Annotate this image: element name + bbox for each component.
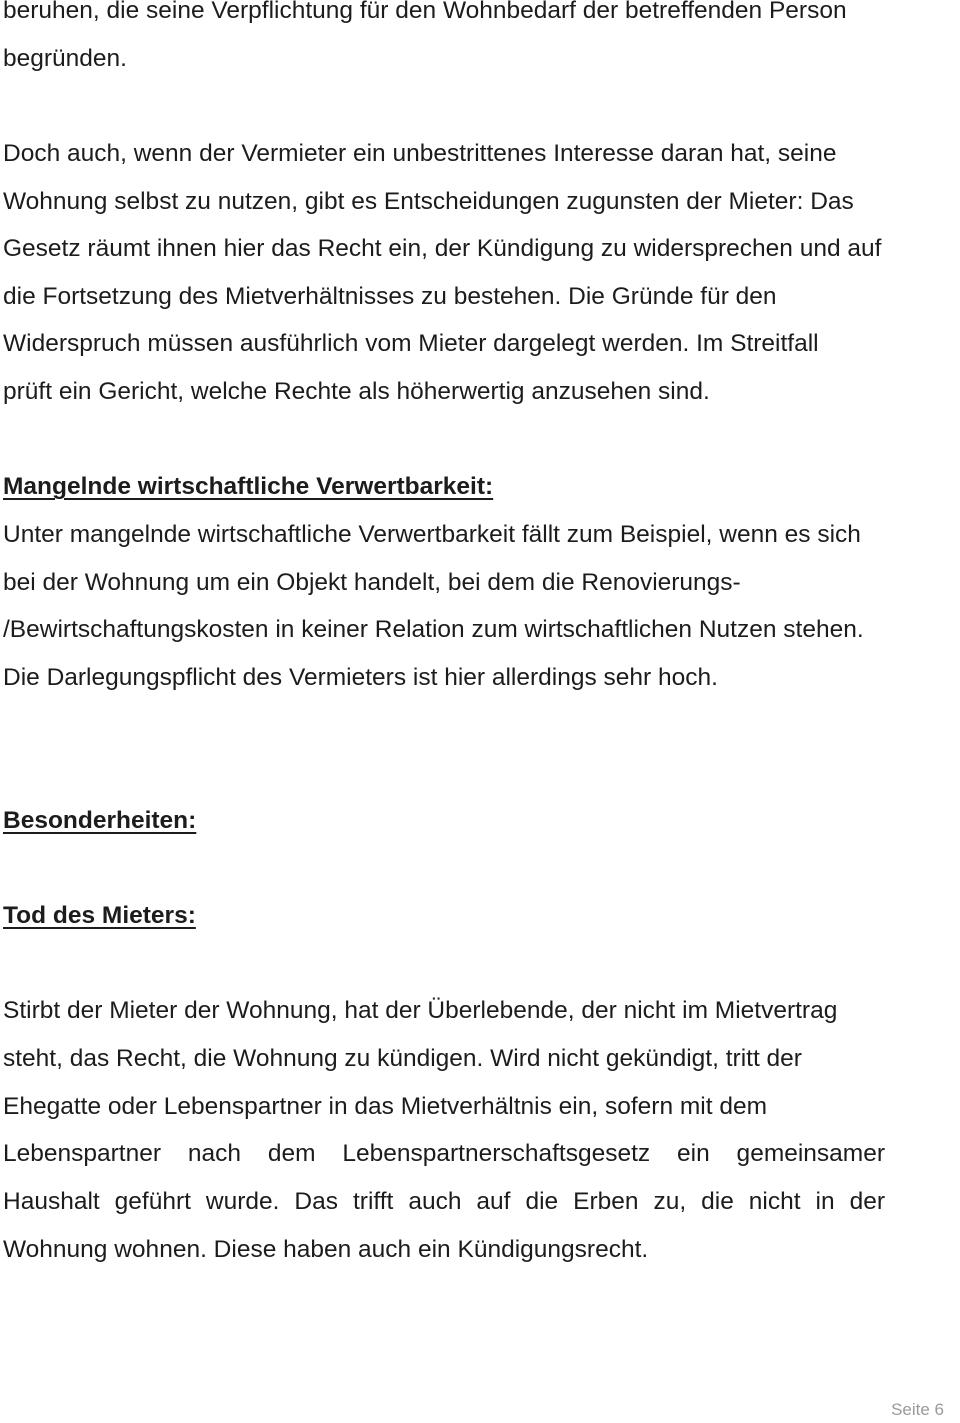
text-line: begründen. xyxy=(3,44,127,72)
text-line: beruhen, die seine Verpflichtung für den Wohnbedarf der betreffenden Person xyxy=(3,0,847,24)
text-line: bei der Wohnung um ein Objekt handelt, bei dem die Renovierungs- xyxy=(3,568,741,596)
text-line: Stirbt der Mieter der Wohnung, hat der Überlebende, der nicht im Mietvertrag xyxy=(3,997,838,1025)
text-line-justified: Lebenspartner nach dem Lebenspartnerschaftsgesetz ein gemeinsamer xyxy=(3,1140,885,1168)
text-line: prüft ein Gericht, welche Rechte als höherwertig anzusehen sind. xyxy=(3,378,710,406)
section-heading-line xyxy=(3,797,885,845)
section-heading-verwertbarkeit: Mangelnde wirtschaftliche Verwertbarkeit: xyxy=(3,473,494,501)
section-heading-besonderheiten: Besonderheiten: xyxy=(3,806,197,834)
blank-line xyxy=(3,749,885,797)
text-line: die Fortsetzung des Mietverhältnisses zu bestehen. Die Gründe für den xyxy=(3,282,777,310)
text-column xyxy=(3,0,885,1273)
text-line: /Bewirtschaftungskosten in keiner Relation zum wirtschaftlichen Nutzen stehen. xyxy=(3,616,864,644)
text-line: Widerspruch müssen ausführlich vom Mieter dargelegt werden. Im Streitfall xyxy=(3,330,819,358)
section-heading-line xyxy=(3,463,885,511)
blank-line xyxy=(3,940,885,988)
text-line: Doch auch, wenn der Vermieter ein unbestrittenes Interesse daran hat, seine xyxy=(3,139,837,167)
blank-line xyxy=(3,416,885,464)
text-line: Unter mangelnde wirtschaftliche Verwertbarkeit fällt zum Beispiel, wenn es sich xyxy=(3,521,861,549)
text-line-justified: Haushalt geführt wurde. Das trifft auch auf die Erben zu, die nicht in der xyxy=(3,1188,885,1216)
section-heading-tod-des-mieters: Tod des Mieters: xyxy=(3,902,196,930)
text-line: Gesetz räumt ihnen hier das Recht ein, der Kündigung zu widersprechen und auf xyxy=(3,235,882,263)
text-line: Wohnung selbst zu nutzen, gibt es Entscheidungen zugunsten der Mieter: Das xyxy=(3,187,854,215)
text-line: Die Darlegungspflicht des Vermieters ist hier allerdings sehr hoch. xyxy=(3,663,718,691)
page-number: Seite 6 xyxy=(891,1400,944,1419)
blank-line xyxy=(3,82,885,130)
text-line: steht, das Recht, die Wohnung zu kündigen. Wird nicht gekündigt, tritt der xyxy=(3,1045,802,1073)
text-line: Ehegatte oder Lebenspartner in das Mietverhältnis ein, sofern mit dem xyxy=(3,1092,768,1120)
blank-line xyxy=(3,845,885,893)
blank-line xyxy=(3,702,885,750)
text-line: Wohnung wohnen. Diese haben auch ein Kündigungsrecht. xyxy=(3,1235,649,1263)
section-heading-line xyxy=(3,892,885,940)
